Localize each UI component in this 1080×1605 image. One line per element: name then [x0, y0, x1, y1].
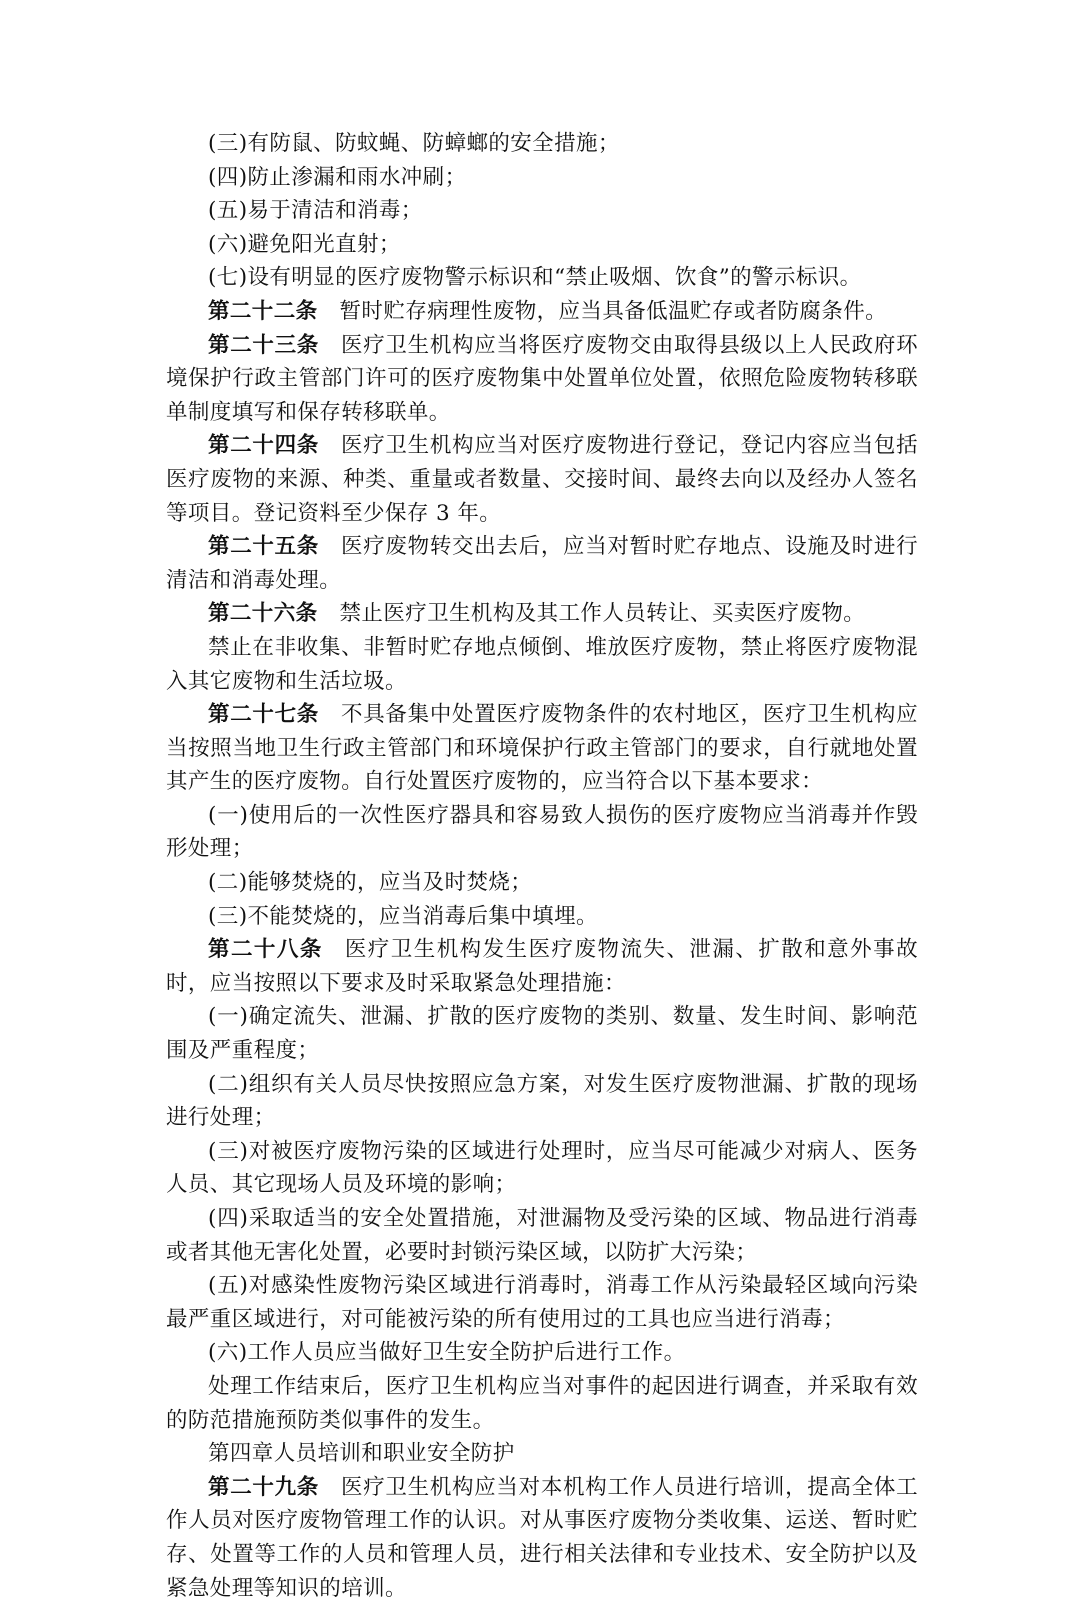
paragraph-text: 不具备集中处置医疗废物条件的农村地区，医疗卫生机构应当按照当地卫生行政主管部门和环境保护行政主管部门的要求，自行就地处置其产生的医疗废物。自行处置医疗废物的，应当符合以下基本要求：: [166, 702, 918, 795]
paragraph-text: (三)有防鼠、防蚊蝇、防蟑螂的安全措施；: [208, 131, 620, 156]
paragraph-text: (五)对感染性废物污染区域进行消毒时，消毒工作从污染最轻区域向污染最严重区域进行，对可能被污染的所有使用过的工具也应当进行消毒；: [166, 1273, 918, 1332]
article-paragraph: [166, 933, 918, 1000]
article-heading: 第二十六条: [208, 601, 318, 627]
article-heading: 第二十五条: [208, 534, 320, 560]
paragraph-text: (七)设有明显的医疗废物警示标识和“禁止吸烟、饮食”的警示标识。: [208, 265, 862, 291]
paragraph-text: (一)使用后的一次性医疗器具和容易致人损伤的医疗废物应当消毒并作毁形处理；: [166, 802, 918, 862]
paragraph: [166, 1370, 918, 1437]
article-paragraph: [166, 1471, 918, 1605]
article-paragraph: [166, 530, 918, 597]
paragraph-text: (四)采取适当的安全处置措施，对泄漏物及受污染的区域、物品进行消毒或者其他无害化处置，必要时封锁污染区域，以防扩大污染；: [166, 1206, 918, 1265]
paragraph-text: 处理工作结束后，医疗卫生机构应当对事件的起因进行调查，并采取有效的防范措施预防类似事件的发生。: [166, 1373, 918, 1433]
paragraph-text: 医疗卫生机构应当对医疗废物进行登记，登记内容应当包括医疗废物的来源、种类、重量或者数量、交接时间、最终去向以及经办人签名等项目。登记资料至少保存 3 年。: [166, 433, 918, 526]
paragraph: [166, 261, 918, 295]
paragraph-text: 医疗卫生机构发生医疗废物流失、泄漏、扩散和意外事故时，应当按照以下要求及时采取紧急处理措施：: [166, 937, 918, 996]
paragraph-text: 暂时贮存病理性废物，应当具备低温贮存或者防腐条件。: [339, 298, 888, 324]
article-heading: 第二十七条: [208, 702, 320, 728]
paragraph: [166, 1000, 918, 1067]
chapter-title: [166, 1437, 918, 1471]
paragraph: [166, 161, 918, 195]
paragraph: [166, 900, 918, 934]
article-heading: 第二十八条: [208, 937, 323, 963]
paragraph: [166, 1068, 918, 1135]
paragraph: [166, 194, 918, 228]
paragraph-text: 禁止医疗卫生机构及其工作人员转让、买卖医疗废物。: [339, 601, 866, 627]
article-heading: 第二十二条: [208, 298, 318, 324]
article-paragraph: [166, 429, 918, 530]
paragraph-text: 医疗卫生机构应当对本机构工作人员进行培训，提高全体工作人员对医疗废物管理工作的认识。对从事医疗废物分类收集、运送、暂时贮存、处置等工作的人员和管理人员，进行相关法律和专业技术、安全防护以及紧急处理等知识的培训。: [166, 1474, 918, 1601]
paragraph: [166, 631, 918, 698]
chapter-title-text: 第四章人员培训和职业安全防护: [208, 1441, 515, 1467]
paragraph-text: (三)对被医疗废物污染的区域进行处理时，应当尽可能减少对病人、医务人员、其它现场人员及环境的影响；: [166, 1138, 918, 1198]
paragraph: [166, 1135, 918, 1202]
paragraph: [166, 1336, 918, 1370]
paragraph-text: 医疗废物转交出去后，应当对暂时贮存地点、设施及时进行清洁和消毒处理。: [166, 534, 918, 593]
document-body: [166, 127, 918, 1605]
paragraph: [166, 1269, 918, 1336]
paragraph-text: 医疗卫生机构应当将医疗废物交由取得县级以上人民政府环境保护行政主管部门许可的医疗废物集中处置单位处置，依照危险废物转移联单制度填写和保存转移联单。: [166, 332, 918, 425]
article-paragraph: [166, 597, 918, 631]
paragraph-text: 禁止在非收集、非暂时贮存地点倾倒、堆放医疗废物，禁止将医疗废物混入其它废物和生活垃圾。: [166, 634, 918, 694]
paragraph-text: (三)不能焚烧的，应当消毒后集中填埋。: [208, 903, 598, 929]
article-paragraph: [166, 329, 918, 430]
paragraph-text: (一)确定流失、泄漏、扩散的医疗废物的类别、数量、发生时间、影响范围及严重程度；: [166, 1004, 918, 1064]
article-heading: 第二十九条: [208, 1474, 320, 1500]
article-paragraph: [166, 698, 918, 799]
paragraph-text: (二)组织有关人员尽快按照应急方案，对发生医疗废物泄漏、扩散的现场进行处理；: [166, 1071, 918, 1131]
paragraph: [166, 799, 918, 866]
paragraph-text: (六)工作人员应当做好卫生安全防护后进行工作。: [208, 1340, 686, 1366]
paragraph: [166, 228, 918, 262]
paragraph-text: (二)能够焚烧的，应当及时焚烧；: [208, 870, 533, 896]
paragraph-text: (四)防止渗漏和雨水冲刷；: [208, 164, 467, 190]
article-paragraph: [166, 295, 918, 329]
article-heading: 第二十三条: [208, 332, 320, 358]
paragraph-text: (六)避免阳光直射；: [208, 231, 401, 257]
paragraph: [166, 866, 918, 900]
paragraph-text: (五)易于清洁和消毒；: [208, 198, 423, 224]
paragraph: [166, 127, 918, 161]
article-heading: 第二十四条: [208, 433, 320, 459]
paragraph: [166, 1202, 918, 1269]
